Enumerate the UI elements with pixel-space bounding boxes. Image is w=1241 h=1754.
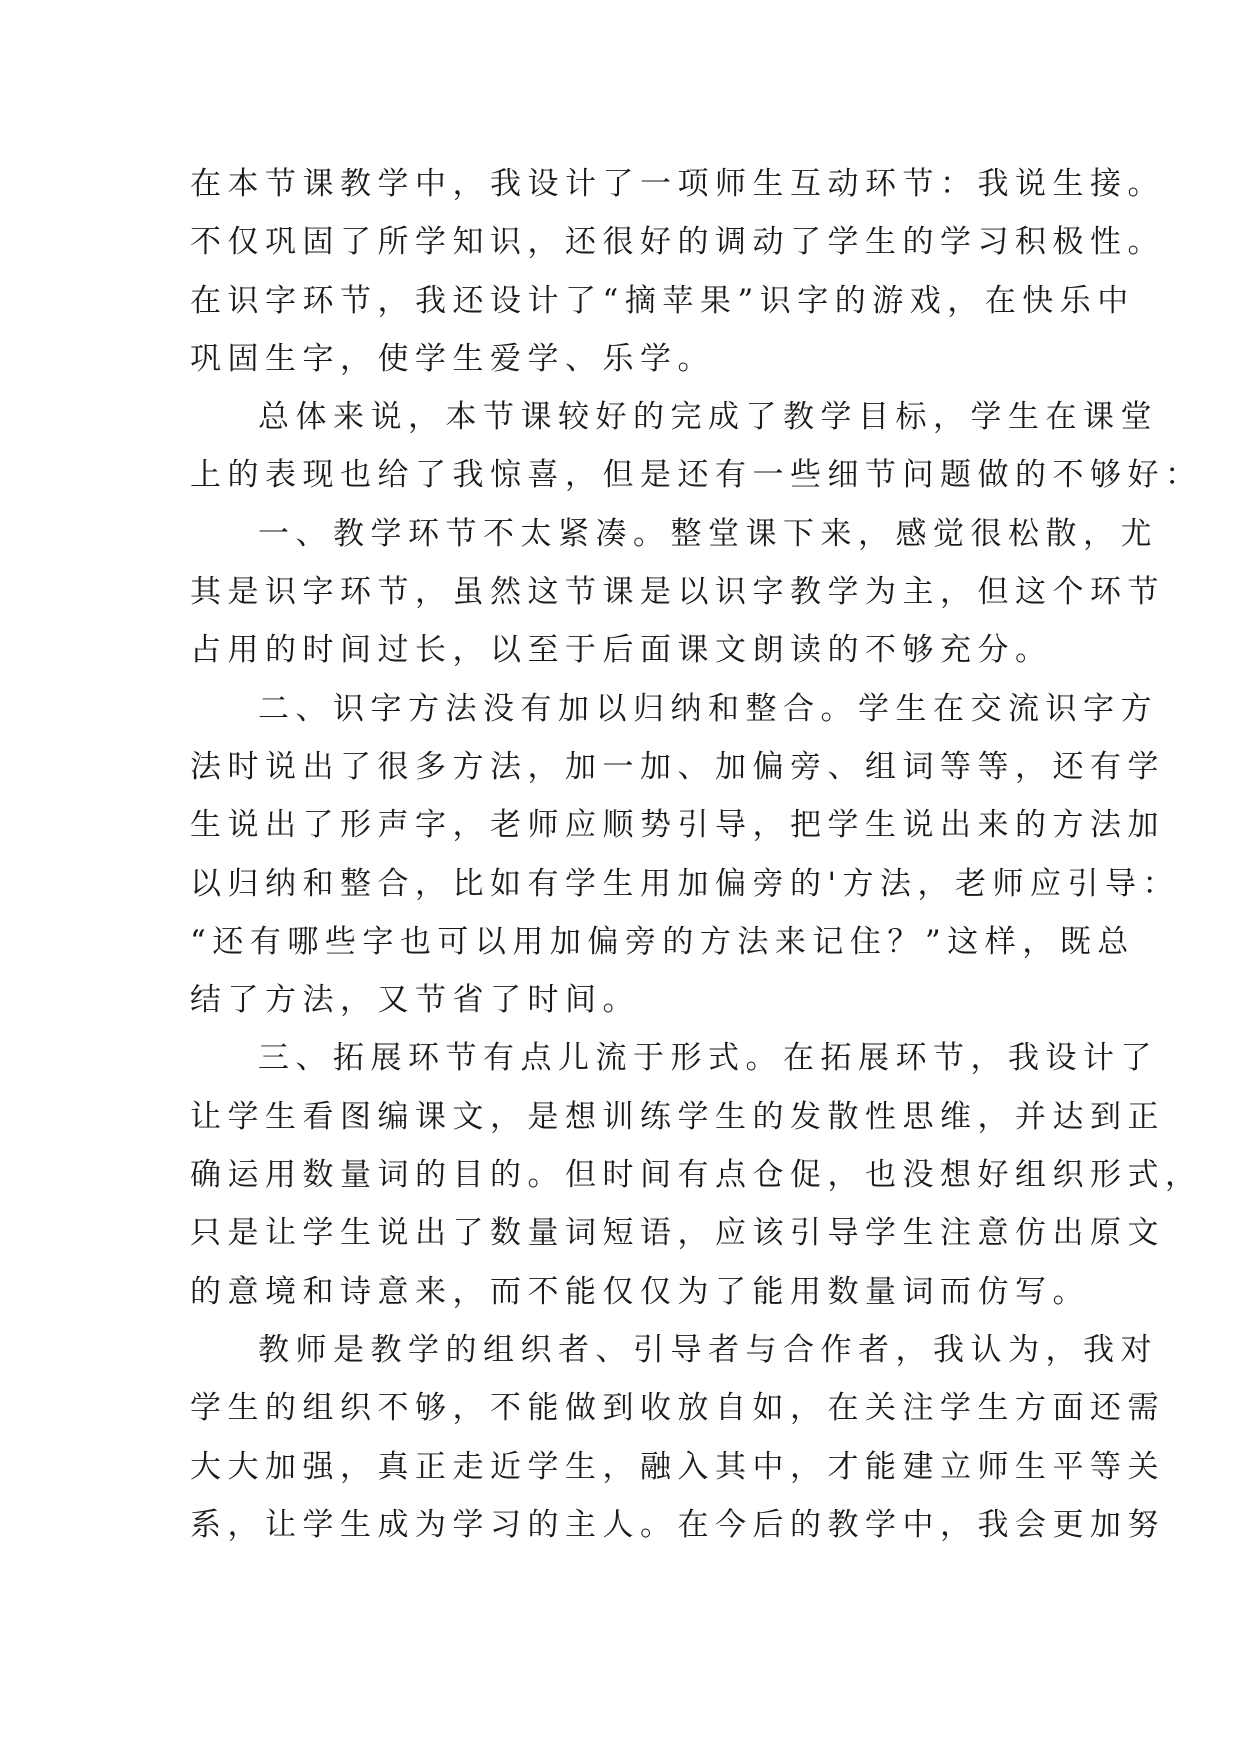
- paragraph-first-line: 三、拓展环节有点儿流于形式。在拓展环节，我设计了: [258, 1040, 1158, 1077]
- text-line: 结了方法，又节省了时间。: [190, 982, 640, 1019]
- text-line: 以归纳和整合，比如有学生用加偏旁的'方法，老师应引导：: [190, 865, 1181, 902]
- text-line: 巩固生字，使学生爱学、乐学。: [190, 340, 715, 377]
- text-line: 确运用数量词的目的。但时间有点仓促，也没想好组织形式，: [190, 1157, 1203, 1194]
- paragraph-first-line: 一、教学环节不太紧凑。整堂课下来，感觉很松散，尤: [258, 515, 1158, 552]
- text-line: 让学生看图编课文，是想训练学生的发散性思维，并达到正: [190, 1098, 1165, 1135]
- text-line: 的意境和诗意来，而不能仅仅为了能用数量词而仿写。: [190, 1273, 1090, 1310]
- paragraph-first-line: 二、识字方法没有加以归纳和整合。学生在交流识字方: [258, 690, 1158, 727]
- text-line: 其是识字环节，虽然这节课是以识字教学为主，但这个环节: [190, 574, 1165, 611]
- text-line: 占用的时间过长，以至于后面课文朗读的不够充分。: [190, 632, 1053, 669]
- paragraph-first-line: 总体来说，本节课较好的完成了教学目标，学生在课堂: [258, 399, 1158, 436]
- text-line: 大大加强，真正走近学生，融入其中，才能建立师生平等关: [190, 1448, 1165, 1485]
- text-line: 生说出了形声字，老师应顺势引导，把学生说出来的方法加: [190, 807, 1165, 844]
- text-line: 学生的组织不够，不能做到收放自如，在关注学生方面还需: [190, 1390, 1165, 1427]
- text-line: 法时说出了很多方法，加一加、加偏旁、组词等等，还有学: [190, 748, 1165, 785]
- text-line: 在本节课教学中，我设计了一项师生互动环节：我说生接。: [190, 166, 1165, 202]
- text-line: 不仅巩固了所学知识，还很好的调动了学生的学习积极性。: [190, 224, 1165, 261]
- text-line: “还有哪些字也可以用加偏旁的方法来记住？”这样，既总: [190, 923, 1135, 960]
- text-line: 只是让学生说出了数量词短语，应该引导学生注意仿出原文: [190, 1215, 1165, 1252]
- document-body: [190, 155, 1203, 1554]
- paragraph-first-line: 教师是教学的组织者、引导者与合作者，我认为，我对: [258, 1331, 1158, 1368]
- text-line: 系，让学生成为学习的主人。在今后的教学中，我会更加努: [190, 1506, 1165, 1543]
- text-line: 上的表现也给了我惊喜，但是还有一些细节问题做的不够好：: [190, 457, 1203, 494]
- text-line: 在识字环节，我还设计了“摘苹果”识字的游戏，在快乐中: [190, 282, 1135, 319]
